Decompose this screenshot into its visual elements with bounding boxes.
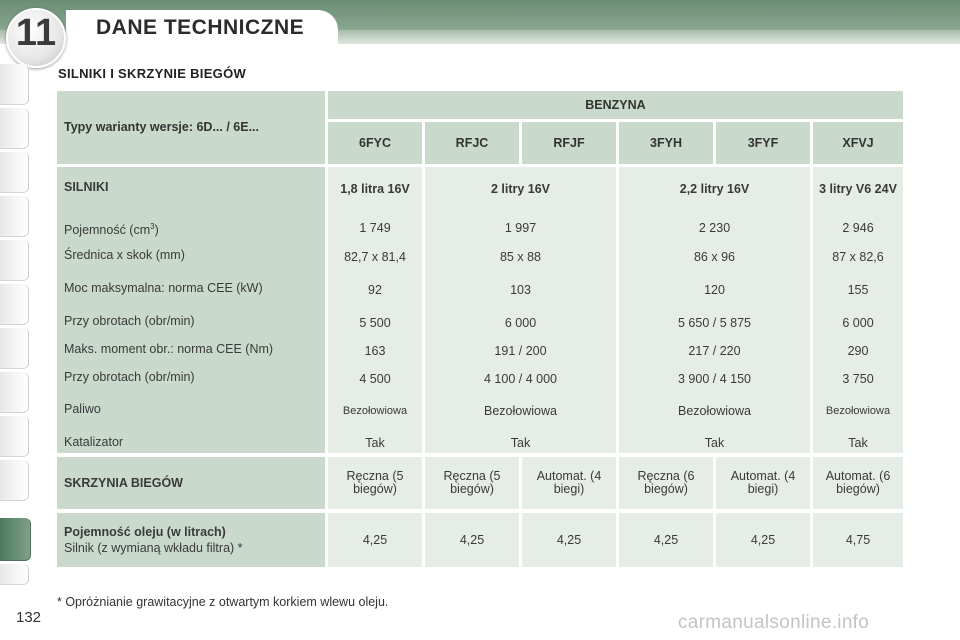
gearbox-value: Automat. (4 biegi) bbox=[716, 457, 810, 509]
value: Tak bbox=[365, 435, 385, 450]
value: 3 750 bbox=[842, 371, 874, 386]
chapter-tabs bbox=[0, 64, 30, 584]
value: 2 230 bbox=[698, 220, 731, 235]
chapter-number: 11 bbox=[15, 12, 57, 54]
chapter-tab[interactable] bbox=[0, 372, 29, 413]
value: 1 997 bbox=[504, 220, 537, 235]
value: Tak bbox=[848, 435, 868, 450]
chapter-tab[interactable] bbox=[0, 564, 29, 585]
gearbox-value: Ręczna (5 biegów) bbox=[328, 457, 422, 509]
chapter-tab[interactable] bbox=[0, 108, 29, 149]
oil-value: 4,75 bbox=[813, 513, 903, 567]
row-label: Średnica x skok (mm) bbox=[64, 248, 185, 262]
oil-value: 4,25 bbox=[716, 513, 810, 567]
row-label: Pojemność $(cm^3)$ bbox=[64, 222, 159, 238]
gearbox-value: Automat. (4 biegi) bbox=[522, 457, 616, 509]
value: 2 946 bbox=[842, 220, 874, 235]
oil-value: 4,25 bbox=[328, 513, 422, 567]
value: Bezołowiowa bbox=[678, 403, 751, 418]
chapter-tab[interactable] bbox=[0, 64, 29, 105]
engine-name: 2,2 litry 16V bbox=[679, 181, 750, 196]
gearbox-value: Automat. (6 biegów) bbox=[813, 457, 903, 509]
value: 4 100 / 4 000 bbox=[484, 371, 557, 386]
value: 82,7 x 81,4 bbox=[344, 249, 406, 264]
value: Bezołowiowa bbox=[825, 404, 891, 417]
versions-label: Typy warianty wersje: 6D... / 6E... bbox=[57, 91, 325, 164]
value: Tak bbox=[510, 435, 531, 450]
chapter-tab[interactable] bbox=[0, 196, 29, 237]
value: Bezołowiowa bbox=[484, 403, 557, 418]
engine-name: 2 litry 16V bbox=[490, 181, 551, 196]
value: 6 000 bbox=[842, 315, 874, 330]
oil-label-title: Pojemność oleju (w litrach) bbox=[64, 524, 226, 539]
gearbox-label: SKRZYNIA BIEGÓW bbox=[57, 457, 325, 509]
engine-name: 1,8 litra 16V bbox=[340, 181, 410, 196]
code-header: XFVJ bbox=[813, 122, 903, 164]
value: Tak bbox=[704, 435, 725, 450]
gearbox-value: Ręczna (5 biegów) bbox=[425, 457, 519, 509]
value: 290 bbox=[847, 343, 869, 358]
oil-label-cell bbox=[57, 513, 325, 567]
oil-value: 4,25 bbox=[522, 513, 616, 567]
code-header: 3FYF bbox=[716, 122, 810, 164]
oil-label-sub: Silnik (z wymianą wkładu filtra) * bbox=[64, 540, 243, 555]
chapter-tab[interactable] bbox=[0, 284, 29, 325]
value: 5 500 bbox=[359, 315, 391, 330]
chapter-tab[interactable] bbox=[0, 152, 29, 193]
value: 217 / 220 bbox=[688, 343, 741, 358]
value: 103 bbox=[510, 282, 531, 297]
value: 155 bbox=[847, 282, 869, 297]
spec-table bbox=[57, 91, 903, 567]
engines-label: SILNIKI bbox=[64, 180, 109, 194]
fuel-group-header: BENZYNA bbox=[328, 91, 903, 119]
code-header: 6FYC bbox=[328, 122, 422, 164]
row-label: Maks. moment obr.: norma CEE (Nm) bbox=[64, 342, 274, 356]
value: 6 000 bbox=[504, 315, 537, 330]
gearbox-value: Ręczna (6 biegów) bbox=[619, 457, 713, 509]
value: 163 bbox=[364, 343, 386, 358]
chapter-tab[interactable] bbox=[0, 328, 29, 369]
chapter-tab[interactable] bbox=[0, 460, 29, 501]
value: 1 749 bbox=[359, 220, 391, 235]
page-title: DANE TECHNICZNE bbox=[96, 16, 305, 39]
chapter-tab-active[interactable] bbox=[0, 518, 31, 561]
value: 191 / 200 bbox=[494, 343, 547, 358]
value: 4 500 bbox=[359, 371, 391, 386]
oil-value: 4,25 bbox=[619, 513, 713, 567]
oil-value: 4,25 bbox=[425, 513, 519, 567]
code-header: RFJC bbox=[425, 122, 519, 164]
value: 120 bbox=[704, 282, 725, 297]
row-label: Katalizator bbox=[64, 435, 124, 449]
value: 5 650 / 5 875 bbox=[678, 315, 751, 330]
chapter-tab[interactable] bbox=[0, 416, 29, 457]
watermark: carmanualsonline.info bbox=[678, 612, 870, 633]
value: 3 900 / 4 150 bbox=[678, 371, 751, 386]
row-label: Przy obrotach (obr/min) bbox=[64, 314, 195, 328]
row-label: Przy obrotach (obr/min) bbox=[64, 370, 195, 384]
value: 85 x 88 bbox=[499, 249, 541, 264]
row-label: Paliwo bbox=[64, 402, 101, 416]
section-title: SILNIKI I SKRZYNIE BIEGÓW bbox=[58, 66, 247, 81]
page-number: 132 bbox=[16, 609, 42, 626]
engine-labels bbox=[57, 167, 325, 453]
code-header: RFJF bbox=[522, 122, 616, 164]
footnote: * Opróżnianie grawitacyjne z otwartym korkiem wlewu oleju. bbox=[57, 595, 389, 609]
value: Bezołowiowa bbox=[342, 404, 408, 417]
chapter-tab[interactable] bbox=[0, 240, 29, 281]
value: 87 x 82,6 bbox=[832, 249, 884, 264]
row-label: Moc maksymalna: norma CEE (kW) bbox=[64, 281, 263, 295]
code-header: 3FYH bbox=[619, 122, 713, 164]
value: 92 bbox=[368, 282, 382, 297]
value: 86 x 96 bbox=[693, 249, 735, 264]
engine-name: 3 litry V6 24V bbox=[819, 181, 897, 196]
